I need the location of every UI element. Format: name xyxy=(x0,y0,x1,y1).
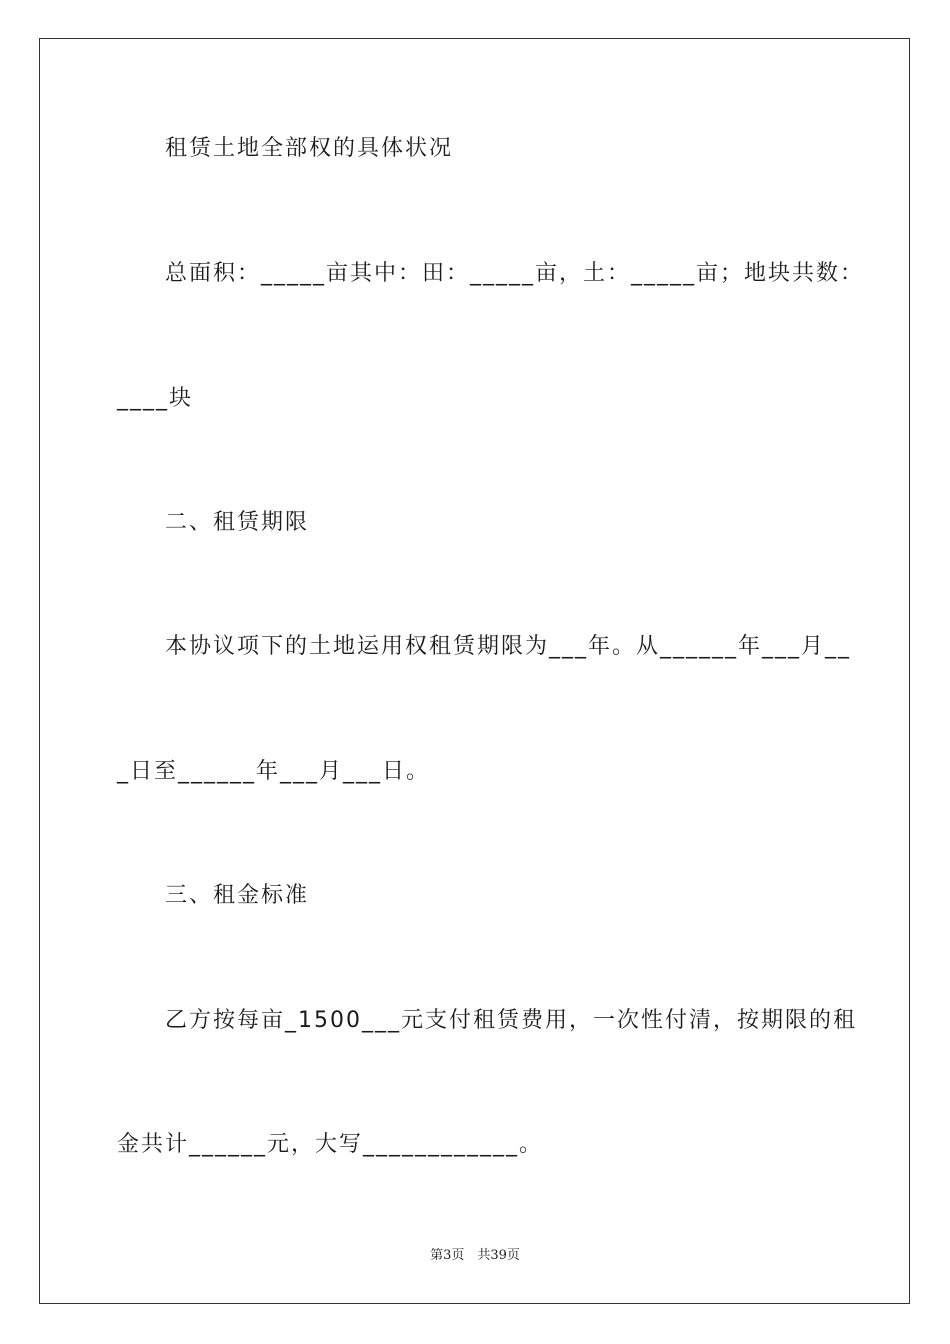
rent-line-1: 乙方按每亩_1500___元支付租赁费用，一次性付清，按期限的租 xyxy=(165,1008,857,1033)
page-border xyxy=(39,38,910,1304)
section-rent-standard-heading: 三、租金标准 xyxy=(165,883,310,908)
land-ownership-heading: 租赁土地全部权的具体状况 xyxy=(165,136,454,161)
lease-term-line-1: 本协议项下的土地运用权租赁期限为___年。从______年___月__ xyxy=(165,634,852,659)
rent-line-2: 金共计______元，大写____________。 xyxy=(117,1132,544,1157)
section-lease-term-heading: 二、租赁期限 xyxy=(165,510,310,535)
total-area-line: 总面积：_____亩其中：田：_____亩，土：_____亩；地块共数： xyxy=(165,261,865,286)
lease-term-line-2: _日至______年___月___日。 xyxy=(117,759,431,784)
plot-count-line: ____块 xyxy=(117,386,194,411)
page-number-footer: 第3页 共39页 xyxy=(430,1248,520,1263)
